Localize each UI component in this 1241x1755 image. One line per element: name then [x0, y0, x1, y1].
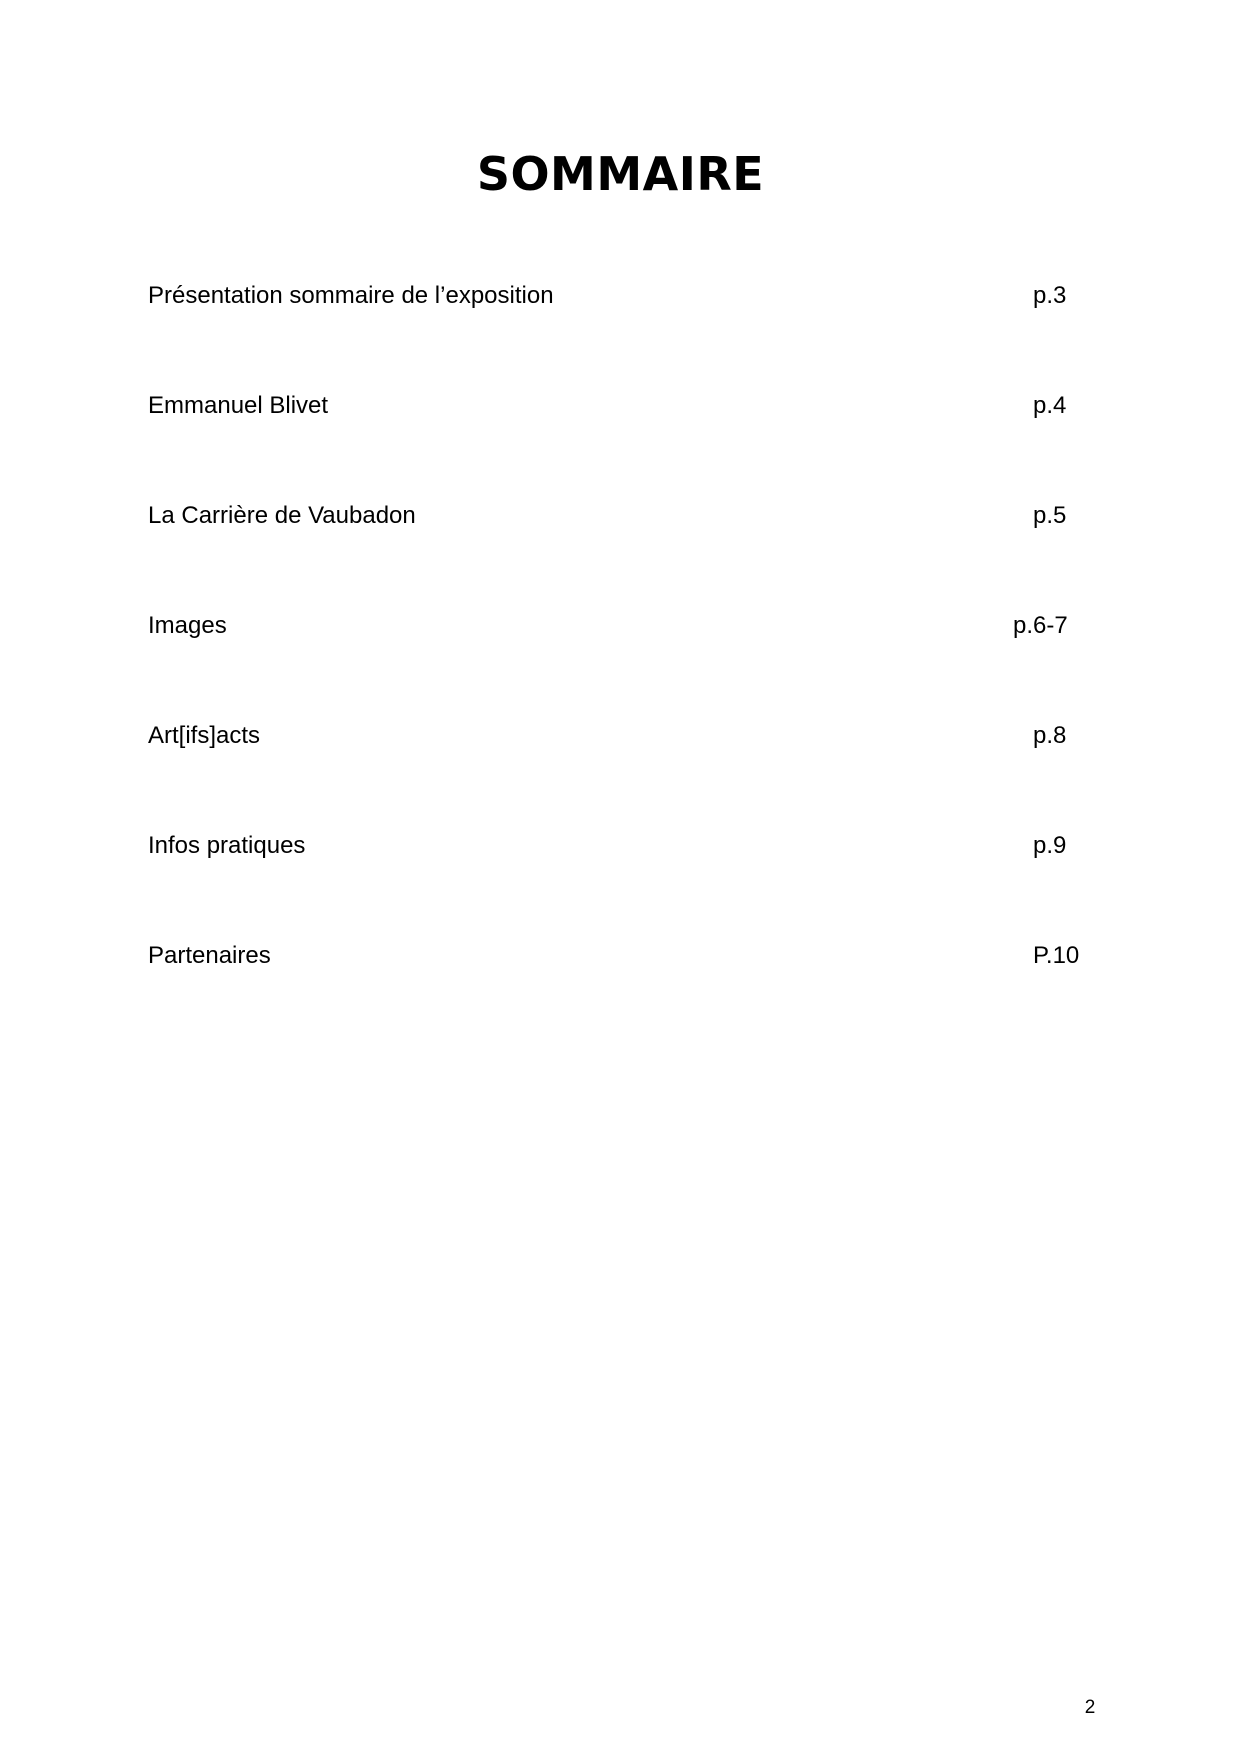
toc-entry	[148, 388, 1078, 424]
toc-entry	[148, 608, 1078, 644]
page-number: 2	[1084, 1697, 1096, 1718]
toc-entry	[148, 278, 1078, 314]
toc-entry-label: Présentation sommaire de l’exposition	[148, 282, 554, 309]
toc-entry-page: p.9	[1033, 832, 1067, 859]
toc-entry-label: Infos pratiques	[148, 832, 306, 859]
page-title: SOMMAIRE	[476, 147, 765, 201]
toc-entry-page: p.5	[1033, 502, 1067, 529]
toc-entry-label: La Carrière de Vaubadon	[148, 502, 416, 529]
toc-entry-label: Art[ifs]acts	[148, 722, 261, 749]
toc-entry-label: Images	[148, 612, 227, 639]
toc-entry-page: p.3	[1033, 282, 1067, 309]
toc-entry	[148, 498, 1078, 534]
toc-entry-page: p.4	[1033, 392, 1067, 419]
toc-entry-page: p.6-7	[1013, 612, 1068, 639]
toc-entry-page: P.10	[1033, 942, 1080, 969]
toc-entry	[148, 828, 1078, 864]
toc-entry-label: Partenaires	[148, 942, 271, 969]
toc-entry-label: Emmanuel Blivet	[148, 392, 329, 419]
toc-entry	[148, 718, 1078, 754]
toc-entry	[148, 938, 1078, 974]
toc-entry-page: p.8	[1033, 722, 1067, 749]
